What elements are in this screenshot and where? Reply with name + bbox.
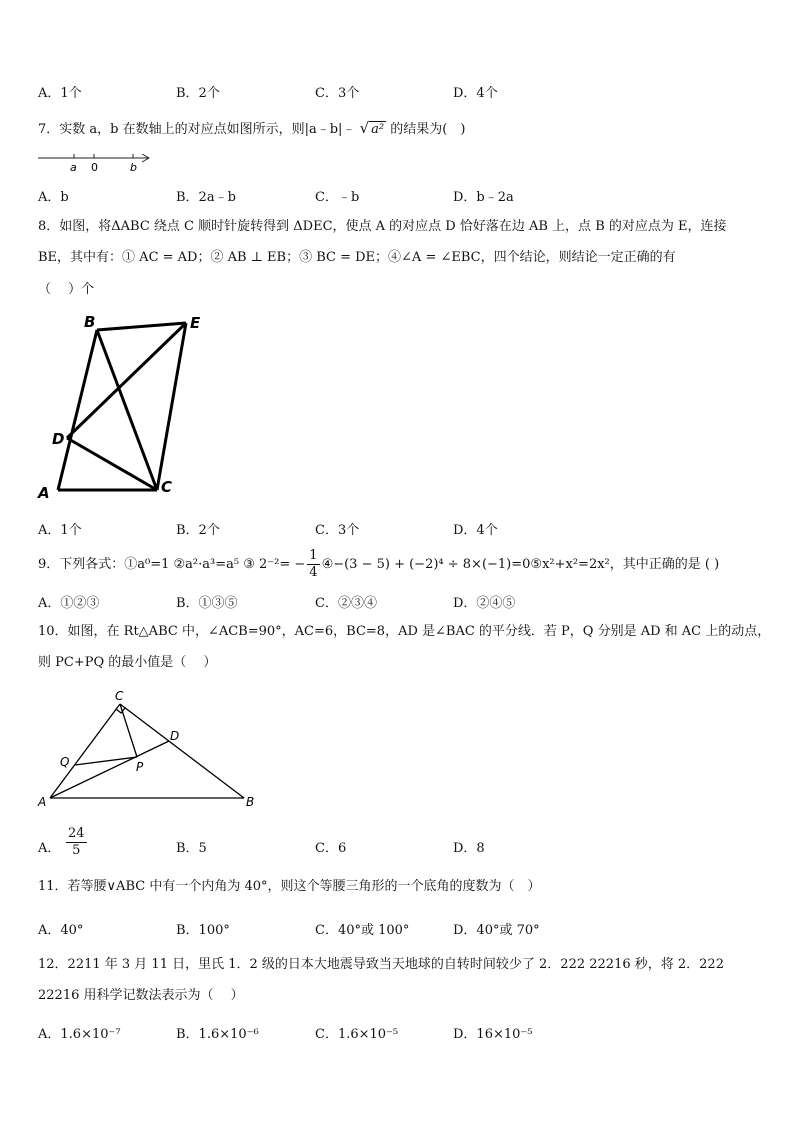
q9-stem [38, 548, 719, 582]
segment-cb [120, 704, 244, 798]
q12-stem-line1: 12．2211 年 3 月 11 日，里氏 1．2 级的日本大地震导致当天地球的自转时间较少了 2．222 22216 秒，将 2．222 [38, 957, 724, 972]
q7-sqrt-radicand: a² [371, 122, 385, 137]
q9-option-a[interactable]: A．①②③ [38, 596, 100, 611]
q11-option-c[interactable]: C．40°或 100° [315, 923, 410, 938]
q8-option-b[interactable]: B．2个 [176, 523, 220, 538]
q7-options [38, 186, 758, 206]
label-d: D [170, 729, 180, 743]
label-0: 0 [91, 161, 98, 174]
q9-options [38, 592, 758, 612]
q9-fraction-num: 1 [309, 548, 318, 563]
q6-option-d[interactable]: D．4个 [453, 86, 498, 101]
q11-option-b[interactable]: B．100° [176, 923, 230, 938]
segment-ad [50, 741, 169, 798]
q12-options [38, 1023, 758, 1043]
q10-option-a-num: 24 [68, 826, 85, 841]
q12-stem-line2: 22216 用科学记数法表示为（ ） [38, 988, 244, 1003]
q7-stem [38, 119, 465, 139]
q9-option-c[interactable]: C．②③④ [315, 596, 377, 611]
q12-option-b[interactable]: B．1.6×10⁻⁶ [176, 1027, 259, 1042]
q6-options [38, 82, 758, 102]
label-a: a [70, 161, 77, 174]
q10-option-a-fraction [66, 826, 87, 859]
q10-stem-line2: 则 PC+PQ 的最小值是（ ） [38, 655, 217, 670]
label-c: C [161, 478, 173, 496]
label-b: B [246, 795, 255, 809]
q7-sqrt: √ a² [359, 119, 385, 137]
q6-option-b[interactable]: B．2个 [176, 86, 220, 101]
q12-option-a[interactable]: A．1.6×10⁻⁷ [38, 1027, 121, 1042]
q10-option-a-den: 5 [72, 843, 81, 858]
q10-option-a[interactable] [38, 837, 60, 856]
right-angle-mark [116, 708, 125, 713]
q10-figure [32, 688, 272, 812]
q9-option-d[interactable]: D．②④⑤ [453, 596, 516, 611]
q7-option-a[interactable]: A．b [38, 190, 69, 205]
q9-option-b[interactable]: B．①③⑤ [176, 596, 238, 611]
label-a: A [38, 795, 47, 809]
segment-dc [67, 438, 157, 490]
segment-bc [97, 330, 157, 490]
q8-options [38, 519, 758, 539]
q11-option-d[interactable]: D．40°或 70° [453, 923, 540, 938]
label-a: A [38, 484, 50, 502]
label-q: Q [60, 755, 70, 769]
q10-option-d[interactable]: D．8 [453, 841, 485, 856]
q7-number-line [36, 148, 156, 176]
q8-stem-line3: （ ）个 [38, 282, 95, 297]
q12-option-d[interactable]: D．16×10⁻⁵ [453, 1027, 533, 1042]
segment-ab [58, 330, 97, 490]
label-p: P [136, 760, 144, 774]
q10-stem-line1: 10．如图，在 Rt△ABC 中，∠ACB=90°，AC=6，BC=8，AD 是∠BAC 的平分线．若 P，Q 分别是 AD 和 AC 上的动点， [38, 624, 771, 639]
q9-stem-a: 9．下列各式：①a⁰=1 ②a²·a³=a⁵ ③ 2⁻²= − [38, 557, 306, 572]
label-b: b [130, 161, 137, 174]
segment-be [97, 323, 186, 330]
q9-stem-b: ④−(3 − 5) + (−2)⁴ ÷ 8×(−1)=0⑤x²+x²=2x²，其中正确的是 ( ) [321, 557, 720, 572]
q11-options [38, 919, 758, 939]
q8-option-c[interactable]: C．3个 [315, 523, 360, 538]
q8-option-a[interactable]: A．1个 [38, 523, 82, 538]
q7-stem-tail: 的结果为( ) [390, 122, 466, 137]
label-e: E [190, 314, 201, 332]
q8-stem-line2: BE，其中有：① AC = AD；② AB ⊥ EB；③ BC = DE；④∠A = ∠EBC，四个结论，则结论一定正确的有 [38, 250, 676, 265]
q7-option-b[interactable]: B．2a﹣b [176, 190, 236, 205]
q8-option-d[interactable]: D．4个 [453, 523, 498, 538]
q7-option-d[interactable]: D．b﹣2a [453, 190, 514, 205]
label-b: B [84, 313, 96, 331]
q10-option-c[interactable]: C．6 [315, 841, 347, 856]
q10-option-a-prefix: A． [38, 841, 61, 856]
q12-option-c[interactable]: C．1.6×10⁻⁵ [315, 1027, 399, 1042]
q9-fraction-den: 4 [309, 565, 318, 580]
q8-figure [30, 308, 220, 503]
q9-fraction [307, 548, 319, 581]
q10-option-b[interactable]: B．5 [176, 841, 207, 856]
q7-option-c[interactable]: C．﹣b [315, 190, 360, 205]
q8-stem-line1: 8．如图，将ΔABC 绕点 C 顺时针旋转得到 ΔDEC，使点 A 的对应点 D 恰好落在边 AB 上，点 B 的对应点为 E，连接 [38, 219, 727, 234]
q7-stem-text: 7．实数 a，b 在数轴上的对应点如图所示，则|a﹣b|﹣ [38, 122, 356, 137]
q6-option-c[interactable]: C．3个 [315, 86, 360, 101]
label-d: D [52, 430, 65, 448]
q11-option-a[interactable]: A．40° [38, 923, 84, 938]
label-c: C [115, 689, 124, 703]
q11-stem: 11．若等腰∨ABC 中有一个内角为 40°，则这个等腰三角形的一个底角的度数为（ ） [38, 879, 541, 894]
q6-option-a[interactable]: A．1个 [38, 86, 82, 101]
segment-ac [50, 704, 120, 798]
